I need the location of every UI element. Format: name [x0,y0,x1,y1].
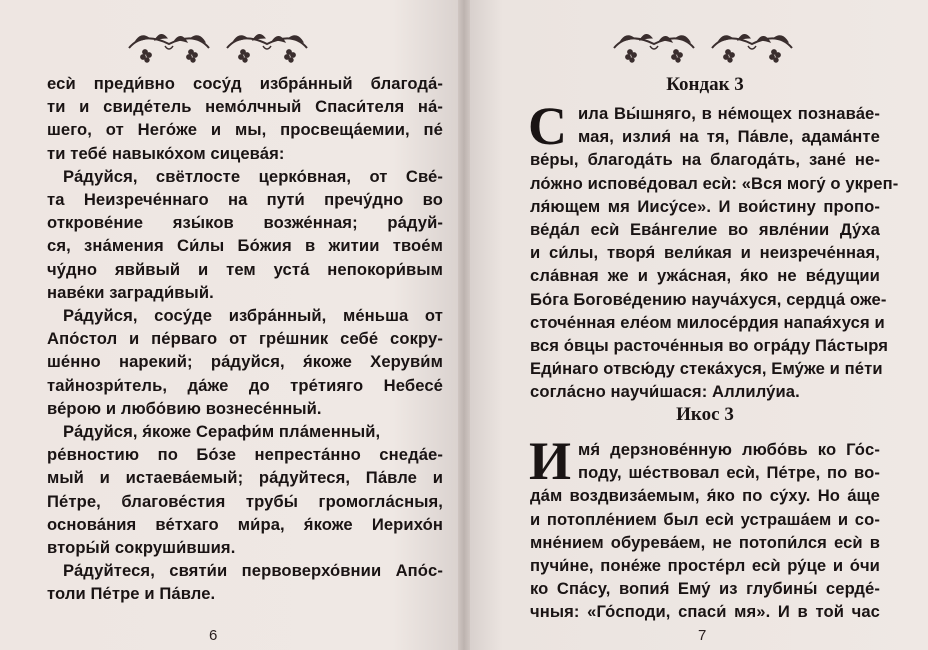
text-line: Ра́дуйся, свётлосте церко́вная, от Све́- [63,166,443,186]
text-line: ся, зна́мения Си́лы Бо́жия в житии твое́м [47,236,443,256]
text-line: чу́дно явйвый и тем уста́ непокори́вым [47,259,443,279]
text-line: Еди́наго отвсю́ду стека́хуся, Ему́же и пе́ти [530,359,883,379]
text-line: ко Спа́су, вопия́ Ему́ из глубины́ серде́- [530,579,880,599]
text-line: вся о́вцы расточе́нныя во огра́ду Па́стыря [530,336,889,356]
text-line: тайнозри́тель, да́же до тре́тияго Небесе́ [47,375,443,395]
text-line: открове́ние язы́ков возже́нная; ра́дуй- [47,213,443,233]
text-line: та Неизрече́ннаго на пути́ пречу́дно во [47,190,443,210]
grapevine-ornament-icon [125,26,213,66]
text-line: и потопле́нием был есѝ устраша́ем и со- [530,509,880,529]
text-line: ве́да́л есѝ Ева́нгелие во явле́нии Ду́ха [530,220,880,240]
text-line: вторы́й сокруши́вшия. [47,538,236,558]
text-line: ло́жно испове́довал есѝ: «Вся могу́ о укреп- [530,173,899,193]
text-line: ля́ющем мя Иису́се». И вои́стину пропо- [530,196,880,216]
text-line: Ра́дуйся, я́коже Серафи́м пла́менный, [63,422,381,442]
text-line: Ра́дуйтеся, святи́и первоверхо́внии Апо́с- [63,561,443,581]
page-number-right: 7 [698,627,707,644]
text-line: сла́вная же и ужа́сная, я́ко не ве́дущии [530,266,880,286]
text-line: пучи́не, поне́же просте́рл есѝ ру́це и о́чи [530,556,880,576]
text-line: ре́вностию по Бо́зе непреста́нно снеда́е- [47,445,443,465]
text-line: ше́нно нарекий; ра́дуйся, я́коже Херуви́м [47,352,443,372]
kondak-body [528,96,899,404]
text-line: Апо́стол и пе́рваго от гре́шник себе́ сокру- [47,329,443,349]
text-line: чныя: «Го́споди, спаси́ мя». И в той час [530,602,880,622]
text-line: мне́нием обурева́ем, не потопи́лся есѝ в [530,532,880,552]
text-line: мый и истаева́емый; ра́дуйтеся, Па́вле и [47,468,443,488]
kondak-heading: Кондак 3 [666,74,744,95]
text-line: и си́лы, творя́ вели́кая и неизрече́нная, [530,243,880,263]
book-gutter [458,0,470,650]
text-line: да́м воздвиза́емым, я́ко по су́ху. Но а́ще [530,486,880,506]
text-line: ти и свиде́тель немо́лчный Спаси́теля на́- [47,97,443,117]
text-line: есѝ преди́вно сосу́д избра́нный благода́- [47,74,443,93]
text-line: ти тебе́ навыко́хом сицева́я: [47,143,285,163]
grapevine-ornament-icon [223,26,311,66]
text-line: шего, от Него́же и мы, просвеща́емии, пе́ [47,120,443,140]
text-line: поду, ше́ствовал есѝ, Пе́тре, по во- [578,463,880,483]
left-page-body [47,72,443,606]
text-line: мя́ дерзнове́нную любо́вь ко Го́с- [578,440,880,459]
text-line: основа́ния ве́тхаго ми́ра, я́коже Иерихо́н [47,514,443,534]
grapevine-ornament-icon [708,26,796,66]
text-line: Бо́га Богове́дению науча́хуся, сердца́ оже- [530,289,887,309]
page-number-left: 6 [209,627,218,644]
grapevine-ornament-icon [610,26,698,66]
text-line: Пе́тре, благове́стия трубы́ громогла́сныя, [47,491,443,511]
text-line: сточе́нная еле́ом милосе́рдия напая́хуся и [530,312,885,332]
kondak-dropcap: С [528,96,567,156]
text-line: наве́ки загради́вый. [47,282,214,302]
text-line: Ра́дуйся, сосу́де избра́нный, ме́ньша от [63,306,443,326]
text-line: ила Вы́шняго, в не́мощех познава́е- [578,104,880,123]
ikos-body [529,431,880,624]
ikos-heading: Икос 3 [676,404,734,425]
text-line: согла́сно научи́шася: Аллилу́иа. [530,382,800,402]
text-line: ве́рою и любо́вию вознесе́нный. [47,398,322,418]
ikos-dropcap: И [529,431,572,491]
text-line: ве́ры, благода́ть на благода́ть, зане́ не- [530,150,880,170]
text-line: толи Пе́тре и Па́вле. [47,584,216,604]
text-line: мая, излия́ на тя, Па́вле, адама́нте [578,127,880,147]
